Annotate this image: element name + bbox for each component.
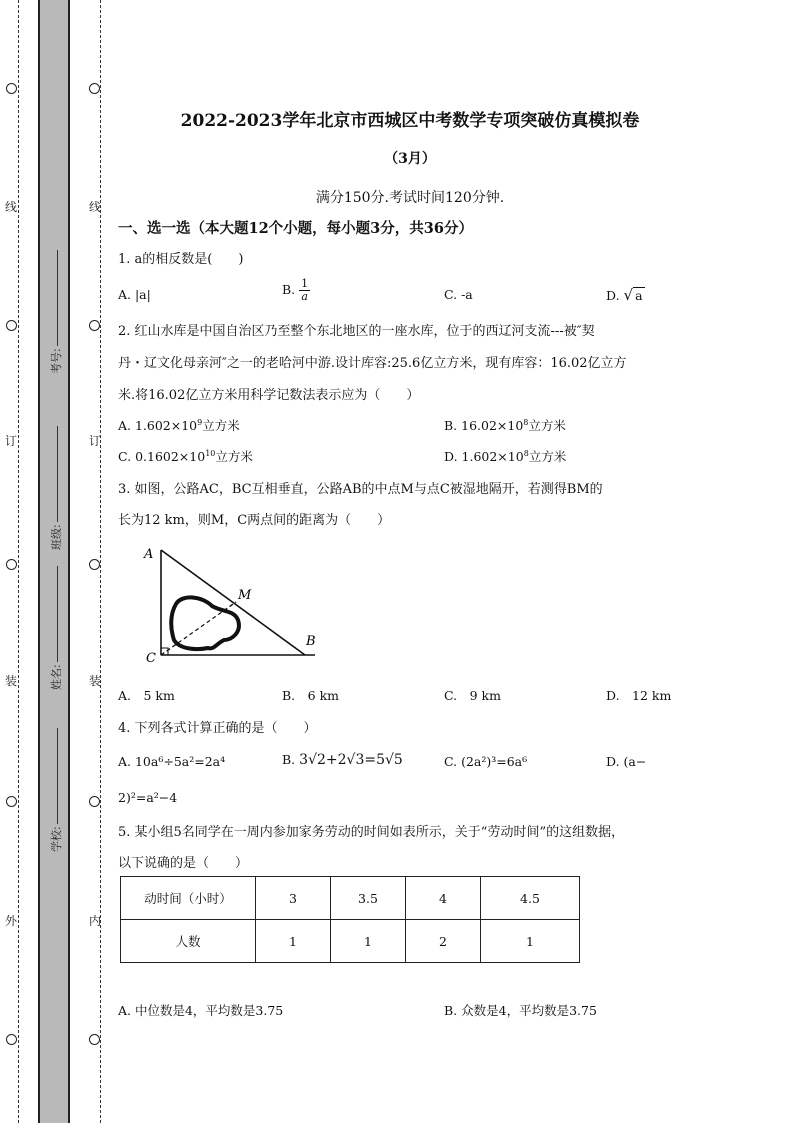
label-b: B: [306, 634, 316, 649]
question-5-line: 5. 某小组5名同学在一周内参加家务劳动的时间如表所示，关于“劳动时间”的这组数据，: [118, 825, 625, 840]
punch-hole: [89, 559, 100, 570]
q1-option-a[interactable]: A. |a|: [118, 287, 151, 302]
question-4-stem: 4. 下列各式计算正确的是（ ）: [118, 721, 317, 736]
punch-hole: [89, 796, 100, 807]
punch-hole: [6, 559, 17, 570]
table-cell: 3: [256, 877, 331, 920]
q2-option-b[interactable]: B. $16.02\times 10^8$立方米: [444, 417, 566, 433]
margin-char: 订: [88, 434, 101, 448]
question-2-line: 米.将16.02亿立方米用科学记数法表示应为（ ）: [118, 388, 420, 403]
punch-hole: [6, 83, 17, 94]
table-cell: 4.5: [481, 877, 580, 920]
table-row: [121, 877, 580, 920]
page-subtitle: （3月）: [384, 151, 436, 167]
sqrt-icon: √: [623, 286, 634, 304]
label-a: A: [144, 547, 154, 562]
question-5-line: 以下说确的是（ ）: [118, 856, 249, 871]
question-3-line: 长为12 km，则M，C两点间的距离为（ ）: [118, 513, 391, 528]
q2-option-d[interactable]: D. $1.602\times 10^8$立方米: [444, 448, 567, 464]
punch-hole: [89, 1034, 100, 1045]
label-m: M: [238, 588, 252, 603]
q4-option-c[interactable]: C. (2a²)³=6a⁶: [444, 754, 528, 769]
punch-hole: [89, 83, 100, 94]
q3-option-d[interactable]: D. 12 km: [606, 688, 672, 703]
punch-hole: [6, 1034, 17, 1045]
margin-char: 线: [4, 200, 17, 214]
q4-option-b[interactable]: B. 3√2+2√3=5√5: [282, 752, 403, 768]
margin-char: 外: [4, 914, 17, 928]
punch-hole: [6, 320, 17, 331]
page-title: 2022-2023学年北京市西城区中考数学专项突破仿真模拟卷: [180, 111, 640, 131]
labor-time-table: [120, 876, 580, 963]
fraction: $\frac{1}{a}$: [301, 277, 309, 303]
table-row: [121, 920, 580, 963]
q5-option-b[interactable]: B. 众数是4，平均数是3.75: [444, 1003, 597, 1018]
q1-option-c[interactable]: C. -a: [444, 287, 473, 302]
question-3-line: 3. 如图，公路AC，BC互相垂直，公路AB的中点M与点C被湿地隔开，若测得BM的: [118, 482, 603, 497]
label-c: C: [146, 651, 156, 666]
question-1-stem: 1. a的相反数是( ): [118, 252, 244, 267]
margin-char: 线: [88, 200, 101, 214]
q3-option-c[interactable]: C. 9 km: [444, 688, 501, 703]
table-cell: 2: [406, 920, 481, 963]
left-cut-line: [18, 0, 19, 1123]
table-cell: 人数: [121, 920, 256, 963]
name-field[interactable]: 姓名:: [48, 566, 64, 690]
q4-option-d[interactable]: D. (a−: [606, 754, 647, 769]
geometry-figure: [130, 540, 330, 670]
binding-strip: [38, 0, 70, 1123]
q3-option-b[interactable]: B. 6 km: [282, 688, 340, 703]
table-cell: 4: [406, 877, 481, 920]
class-field[interactable]: 班级:: [48, 426, 64, 550]
margin-char: 装: [4, 674, 17, 688]
q3-option-a[interactable]: A. 5 km: [118, 688, 175, 703]
q2-option-a[interactable]: A. $1.602\times 10^9$立方米: [118, 417, 240, 433]
margin-char: 订: [4, 434, 17, 448]
right-cut-line: [100, 0, 101, 1123]
q1-option-b[interactable]: B. $\frac{1}{a}$: [282, 277, 309, 303]
q2-option-c[interactable]: C. $0.1602\times 10^{10}$立方米: [118, 448, 253, 464]
margin-char: 内: [88, 914, 101, 928]
punch-hole: [6, 796, 17, 807]
table-cell: 动时间（小时）: [121, 877, 256, 920]
q4-option-a[interactable]: A. 10a⁶÷5a²=2a⁴: [118, 754, 226, 769]
section-heading: 一、选一选（本大题12个小题，每小题3分，共36分）: [118, 220, 473, 237]
table-cell: 1: [481, 920, 580, 963]
margin-char: 装: [88, 674, 101, 688]
question-2-line: 丹・辽文化母亲河″之一的老哈河中游.设计库容:25.6亿立方米，现有库容：16.02亿立方: [118, 356, 627, 371]
school-field[interactable]: 学校:: [48, 728, 64, 852]
exam-number-field[interactable]: 考号:: [48, 250, 64, 374]
question-2-line: 2. 红山水库是中国自治区乃至整个东北地区的一座水库，位于的西辽河支流---被″契: [118, 324, 595, 339]
punch-hole: [89, 320, 100, 331]
q5-option-a[interactable]: A. 中位数是4，平均数是3.75: [118, 1003, 284, 1018]
q1-option-d[interactable]: D. √ a: [606, 286, 643, 304]
table-cell: 1: [256, 920, 331, 963]
table-cell: 3.5: [331, 877, 406, 920]
q4-option-d-continued: 2)²=a²−4: [118, 790, 178, 805]
table-cell: 1: [331, 920, 406, 963]
exam-info: 满分150分.考试时间120分钟.: [315, 190, 505, 206]
